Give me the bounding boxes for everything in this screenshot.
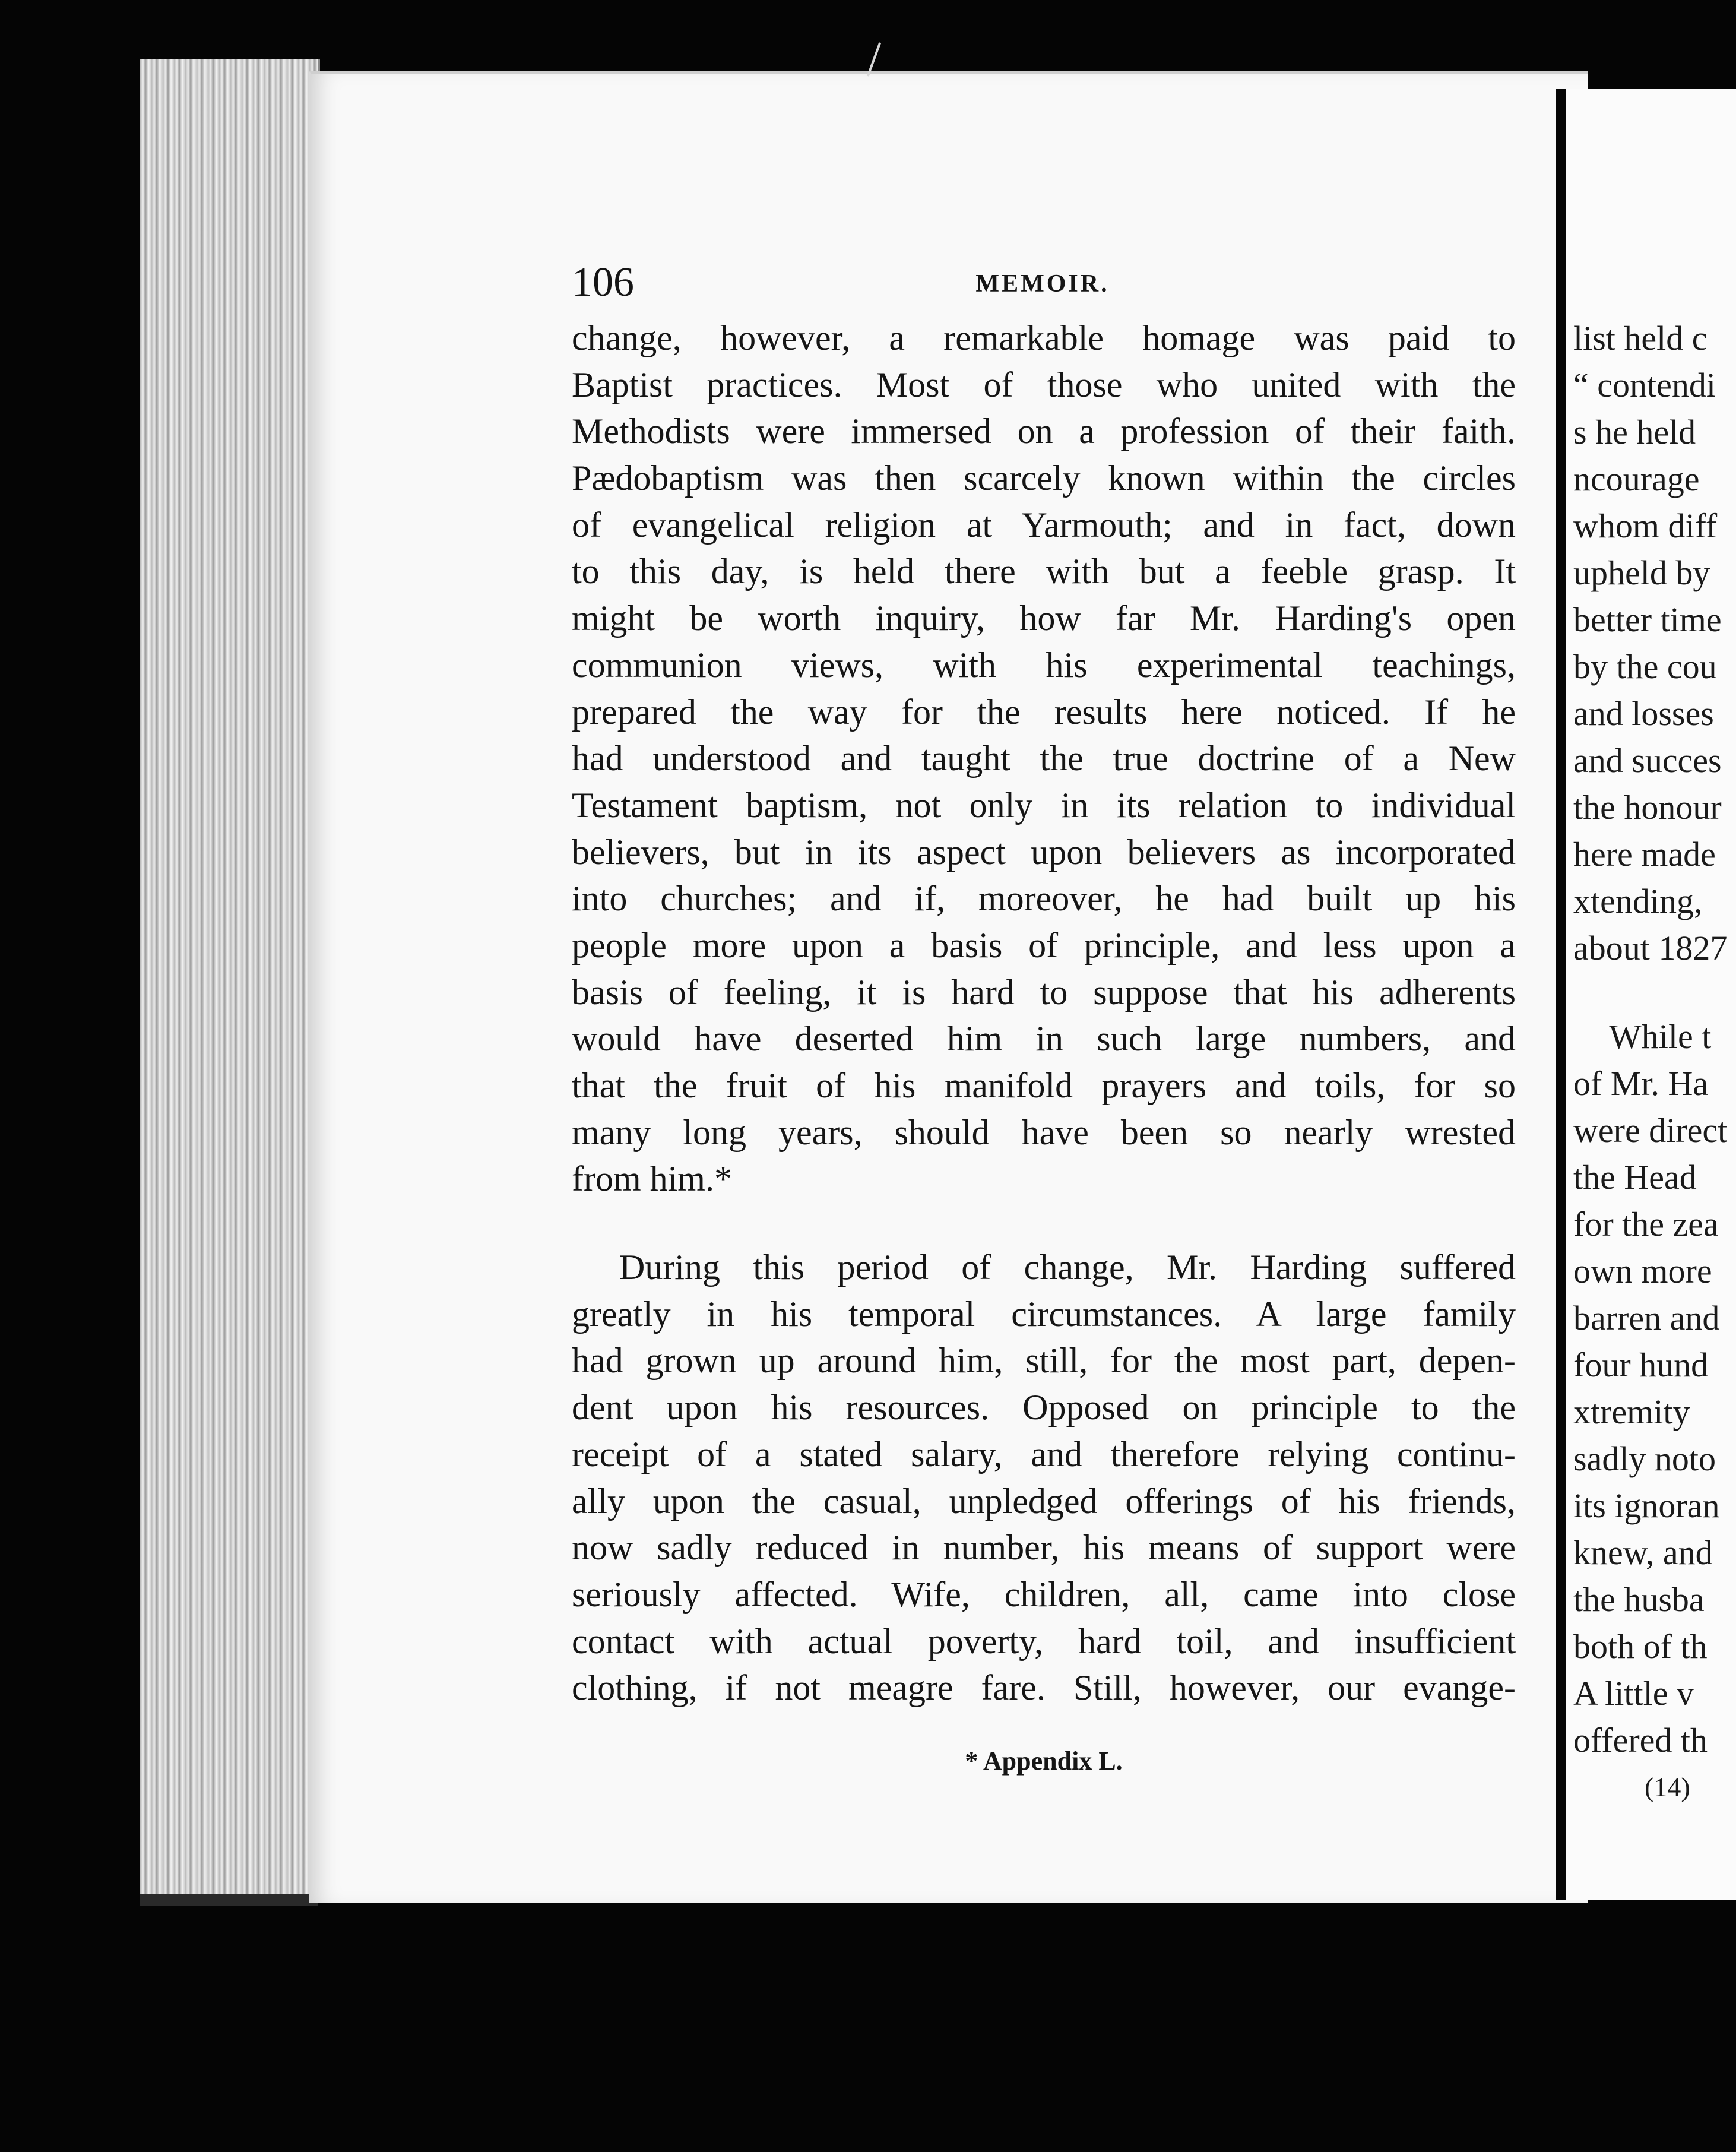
- facing-line: upheld by: [1573, 553, 1710, 592]
- text-line: people more upon a basis of principle, and less upon a: [572, 925, 1516, 965]
- facing-page: [1556, 89, 1736, 1900]
- text-line: Methodists were immersed on a profession of their faith.: [572, 412, 1516, 451]
- text-line: seriously affected. Wife, children, all, came into close: [572, 1574, 1516, 1614]
- text-line: Baptist practices. Most of those who united with the: [572, 365, 1516, 404]
- text-line: contact with actual poverty, hard toil, and insufficient: [572, 1621, 1516, 1661]
- facing-line: about 1827: [1573, 929, 1728, 967]
- facing-line: xtending,: [1573, 882, 1703, 920]
- facing-line: list held c: [1573, 319, 1708, 357]
- facing-line: its ignoran: [1573, 1486, 1720, 1525]
- paragraph-gap: [1573, 971, 1727, 1013]
- facing-line: offered th: [1573, 1721, 1708, 1759]
- text-line: dent upon his resources. Opposed on principle to the: [572, 1388, 1516, 1428]
- page-edges: [140, 59, 320, 1894]
- text-line: ally upon the casual, unpledged offerings of his friends,: [572, 1481, 1516, 1521]
- page-header: [572, 259, 1513, 306]
- facing-line: own more: [1573, 1252, 1712, 1290]
- paragraph-1: [572, 315, 1516, 1202]
- facing-line: knew, and: [1573, 1533, 1713, 1572]
- facing-line: the Head: [1573, 1158, 1697, 1197]
- facing-line: barren and: [1573, 1299, 1720, 1337]
- facing-line: the honour: [1573, 788, 1722, 827]
- facing-line: and succes: [1573, 741, 1722, 780]
- text-line: receipt of a stated salary, and therefore relying continu-: [572, 1434, 1516, 1474]
- text-line: many long years, should have been so nearly wrested: [572, 1112, 1516, 1152]
- facing-line: here made: [1573, 835, 1716, 874]
- text-line: believers, but in its aspect upon believers as incorporated: [572, 832, 1516, 872]
- facing-line: the husba: [1573, 1580, 1705, 1619]
- facing-line: While t: [1609, 1017, 1712, 1056]
- text-line: had understood and taught the true doctrine of a New: [572, 739, 1516, 778]
- text-line: communion views, with his experimental teachings,: [572, 645, 1516, 685]
- facing-folio: (14): [1645, 1772, 1690, 1802]
- text-line: to this day, is held there with but a feeble grasp. It: [572, 552, 1516, 591]
- facing-line: sadly noto: [1573, 1439, 1716, 1478]
- text-line: During this period of change, Mr. Harding suffered: [619, 1248, 1516, 1287]
- facing-line: A little v: [1573, 1674, 1694, 1713]
- page-number: 106: [572, 259, 634, 305]
- facing-line: “ contendi: [1573, 366, 1716, 404]
- text-line: Pædobaptism was then scarcely known within the circles: [572, 458, 1516, 498]
- text-line: from him.*: [572, 1159, 732, 1199]
- facing-line: four hund: [1573, 1346, 1709, 1384]
- paragraph-gap: [572, 1202, 1516, 1244]
- facing-line: of Mr. Ha: [1573, 1064, 1709, 1103]
- facing-page-text: [1573, 315, 1727, 1811]
- text-line: that the fruit of his manifold prayers and toils, for so: [572, 1066, 1516, 1105]
- text-line: basis of feeling, it is hard to suppose that his adherents: [572, 972, 1516, 1012]
- text-line: might be worth inquiry, how far Mr. Harding's open: [572, 599, 1516, 638]
- text-line: of evangelical religion at Yarmouth; and in fact, down: [572, 505, 1516, 545]
- facing-line: for the zea: [1573, 1205, 1719, 1243]
- text-line: greatly in his temporal circumstances. A large family: [572, 1294, 1516, 1334]
- text-line: prepared the way for the results here noticed. If he: [572, 692, 1516, 732]
- text-line: had grown up around him, still, for the most part, depen-: [572, 1341, 1516, 1381]
- text-line: into churches; and if, moreover, he had built up his: [572, 879, 1516, 919]
- facing-line: ncourage: [1573, 460, 1700, 498]
- book-shadow: [140, 1894, 318, 1906]
- facing-line: both of th: [1573, 1627, 1708, 1666]
- text-line: would have deserted him in such large numbers, and: [572, 1019, 1516, 1059]
- facing-line: whom diff: [1573, 507, 1718, 545]
- facing-line: were direct: [1573, 1111, 1728, 1150]
- text-line: change, however, a remarkable homage was paid to: [572, 318, 1516, 357]
- running-head: MEMOIR.: [975, 270, 1110, 298]
- facing-line: xtremity: [1573, 1393, 1690, 1431]
- facing-line: s he held: [1573, 413, 1696, 451]
- text-line: Testament baptism, not only in its relation to individual: [572, 785, 1516, 825]
- footnote: * Appendix L.: [965, 1746, 1123, 1776]
- text-line: clothing, if not meagre fare. Still, however, our evange-: [572, 1668, 1516, 1708]
- facing-line: by the cou: [1573, 647, 1717, 686]
- paragraph-2: [572, 1244, 1516, 1711]
- facing-line: and losses: [1573, 694, 1714, 733]
- facing-line: better time: [1573, 600, 1722, 639]
- page-body: [572, 315, 1516, 1711]
- text-line: now sadly reduced in number, his means of support were: [572, 1528, 1516, 1568]
